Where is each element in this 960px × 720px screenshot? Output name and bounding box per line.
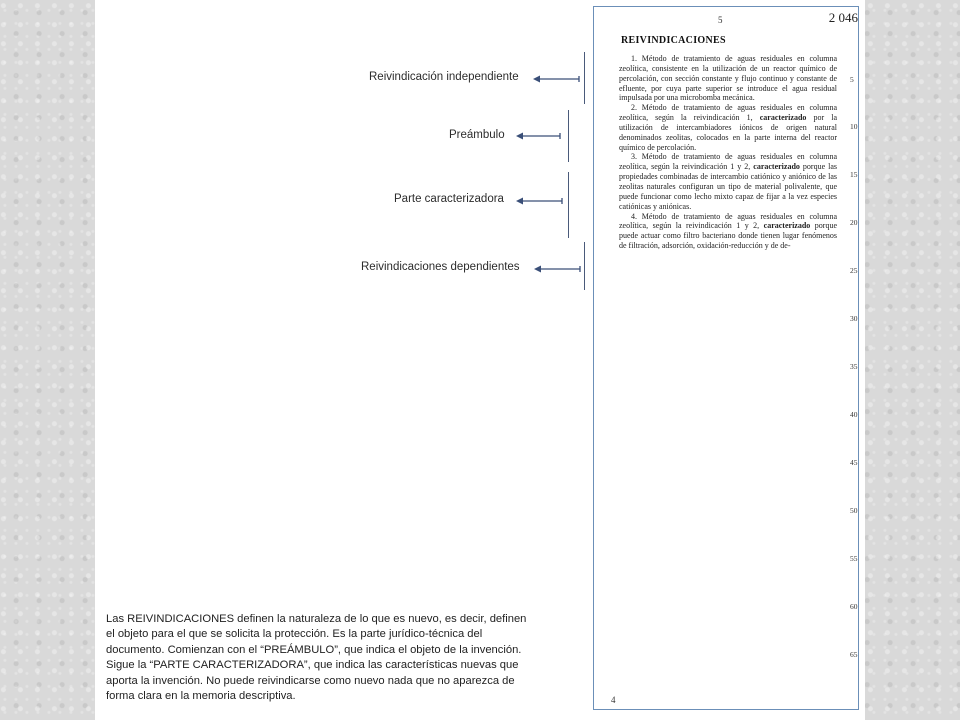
patent-page	[593, 6, 859, 710]
bracket-preamble	[568, 110, 569, 162]
margin-line-number: 60	[850, 602, 858, 611]
margin-line-number: 10	[850, 122, 858, 131]
margin-line-number: 35	[850, 362, 858, 371]
bracket-characterizing	[568, 172, 569, 238]
annotation-label-characterizing: Parte caracterizadora	[394, 193, 504, 205]
page-column-number: 5	[718, 15, 723, 25]
margin-line-number: 5	[850, 75, 854, 84]
bracket-independent	[584, 52, 585, 104]
claim-2: 2. Método de tratamiento de aguas residuales en columna zeolítica, según la reivindicación 1, caracterizado por la utilización de intercambiadores iónicos de origen natural denominados zeolitas, colocados en la parte interna del reactor químico de percolación.	[619, 103, 838, 152]
margin-line-number: 25	[850, 266, 858, 275]
arrow-dependent	[534, 263, 582, 275]
claims-heading: REIVINDICACIONES	[621, 35, 726, 46]
page-patent-number: 2 046	[828, 10, 858, 25]
margin-line-number: 30	[850, 314, 858, 323]
claims-text	[619, 54, 837, 251]
explanation-paragraph: Las REIVINDICACIONES definen la naturaleza de lo que es nuevo, es decir, definen el objeto para el que se solicita la protección. Es la parte jurídico-técnica del documento. Comienzan con el “PREÁMBULO”, que indica el objeto de la invención. Sigue la “PARTE CARACTERIZADORA”, que indica las características nuevas que aporta la invención. No puede reivindicarse como nuevo nada que no aparezca de forma clara en la memoria descriptiva.	[106, 613, 527, 703]
bracket-dependent	[584, 242, 585, 290]
annotation-label-preamble: Preámbulo	[449, 129, 505, 141]
margin-line-number: 40	[850, 410, 858, 419]
margin-line-number: 45	[850, 458, 858, 467]
claim-3: 3. Método de tratamiento de aguas residuales en columna zeolítica, según la reivindicación 1 y 2, caracterizado porque las propiedades combinadas de intercambio catiónico y aniónico de las zeolitas naturales configuran un tipo de material polivalente, que puede funcionar como lecho mixto capaz de fijar a la vez especies catiónicas y aniónicas.	[619, 152, 838, 211]
margin-line-number: 50	[850, 506, 858, 515]
margin-line-number: 65	[850, 650, 858, 659]
arrow-characterizing	[516, 195, 564, 207]
explanation-text	[106, 612, 536, 704]
annotation-label-independent: Reivindicación independiente	[369, 71, 519, 83]
claim-1: 1. Método de tratamiento de aguas residuales en columna zeolítica, consistente en la utilización de un reactor químico de percolación, con sección constante y flujo continuo y constante de efluente, por cuya parte superior se introduce el agua residual impulsada por una microbomba mecánica.	[619, 54, 837, 103]
margin-line-number: 15	[850, 170, 858, 179]
claim-4: 4. Método de tratamiento de aguas residuales en columna zeolítica, según la reivindicación 1 y 2, caracterizado porque puede actuar como filtro bacteriano donde tienen lugar fenómenos de filtración, adsorción, oxidación-reducción y de de-	[619, 211, 837, 251]
page-bottom-number: 4	[611, 695, 616, 705]
annotation-label-dependent: Reivindicaciones dependientes	[361, 261, 520, 273]
arrow-preamble	[516, 130, 562, 142]
arrow-independent	[533, 73, 581, 85]
margin-line-number: 20	[850, 218, 858, 227]
margin-line-number: 55	[850, 554, 858, 563]
